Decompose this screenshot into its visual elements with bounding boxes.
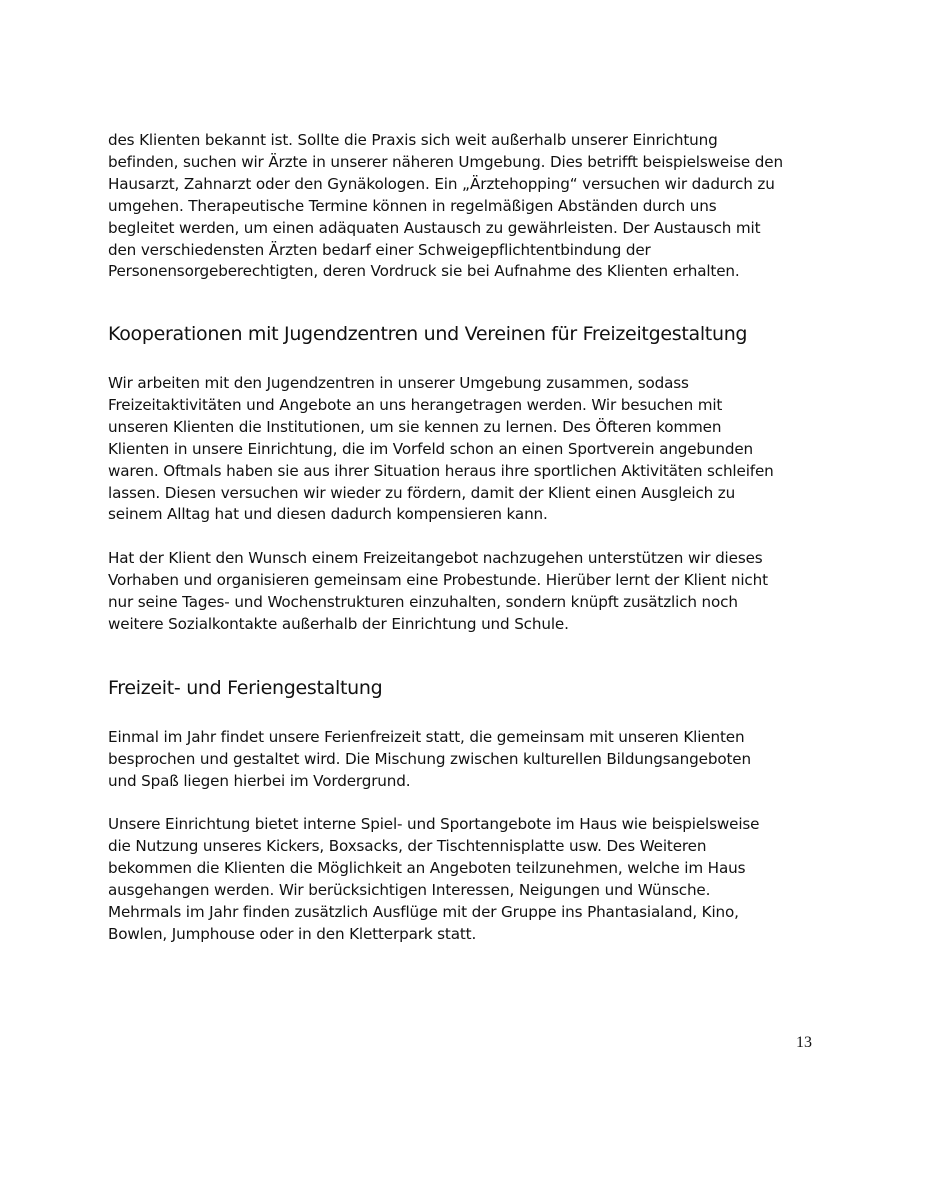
text-line: umgehen. Therapeutische Termine können in regelmäßigen Abständen durch uns bbox=[108, 196, 717, 215]
text-line: Hat der Klient den Wunsch einem Freizeitangebot nachzugehen unterstützen wir dieses bbox=[108, 549, 763, 567]
text-line: und Spaß liegen hierbei im Vordergrund. bbox=[108, 771, 411, 790]
text-line: bekommen die Klienten die Möglichkeit an Angeboten teilzunehmen, welche im Haus bbox=[108, 858, 746, 877]
text-line: Bowlen, Jumphouse oder in den Kletterpark statt. bbox=[108, 924, 477, 943]
text-line: besprochen und gestaltet wird. Die Mischung zwischen kulturellen Bildungsangeboten bbox=[108, 749, 751, 768]
paragraph-jugendzentren bbox=[108, 373, 868, 526]
page-number: 13 bbox=[796, 1034, 812, 1051]
text-line: begleitet werden, um einen adäquaten Austausch zu gewährleisten. Der Austausch mit bbox=[108, 218, 761, 237]
text-line: Klienten in unsere Einrichtung, die im Vorfeld schon an einen Sportverein angebunden bbox=[108, 439, 753, 458]
text-line: Personensorgeberechtigten, deren Vordruck sie bei Aufnahme des Klienten erhalten. bbox=[108, 262, 740, 281]
text-line: Mehrmals im Jahr finden zusätzlich Ausflüge mit der Gruppe ins Phantasialand, Kino, bbox=[108, 902, 739, 921]
text-line: die Nutzung unseres Kickers, Boxsacks, der Tischtennisplatte usw. Des Weiteren bbox=[108, 836, 707, 855]
section-heading-kooperationen: Kooperationen mit Jugendzentren und Vereinen für Freizeitgestaltung bbox=[108, 323, 748, 345]
paragraph-spiel-sportangebote bbox=[108, 814, 868, 945]
text-line: Freizeitaktivitäten und Angebote an uns herangetragen werden. Wir besuchen mit bbox=[108, 395, 723, 414]
text-line: des Klienten bekannt ist. Sollte die Praxis sich weit außerhalb unserer Einrichtung bbox=[108, 131, 718, 149]
text-line: ausgehangen werden. Wir berücksichtigen Interessen, Neigungen und Wünsche. bbox=[108, 880, 711, 899]
text-line: Einmal im Jahr findet unsere Ferienfreizeit statt, die gemeinsam mit unseren Klienten bbox=[108, 728, 745, 746]
paragraph-aerzte bbox=[108, 130, 868, 283]
text-line: den verschiedensten Ärzten bedarf einer Schweigepflichtentbindung der bbox=[108, 240, 651, 259]
text-line: Hausarzt, Zahnarzt oder den Gynäkologen. Ein „Ärztehopping“ versuchen wir dadurch zu bbox=[108, 174, 775, 193]
text-line: Wir arbeiten mit den Jugendzentren in unserer Umgebung zusammen, sodass bbox=[108, 374, 689, 392]
text-line: weitere Sozialkontakte außerhalb der Einrichtung und Schule. bbox=[108, 614, 569, 633]
text-line: waren. Oftmals haben sie aus ihrer Situation heraus ihre sportlichen Aktivitäten schleifen bbox=[108, 461, 774, 480]
section-heading-feriengestaltung: Freizeit- und Feriengestaltung bbox=[108, 677, 383, 699]
text-line: unseren Klienten die Institutionen, um sie kennen zu lernen. Des Öfteren kommen bbox=[108, 417, 722, 436]
text-line: seinem Alltag hat und diesen dadurch kompensieren kann. bbox=[108, 505, 548, 524]
text-line: Unsere Einrichtung bietet interne Spiel- und Sportangebote im Haus wie beispielsweise bbox=[108, 815, 760, 833]
text-line: Vorhaben und organisieren gemeinsam eine Probestunde. Hierüber lernt der Klient nicht bbox=[108, 570, 768, 589]
text-line: nur seine Tages- und Wochenstrukturen einzuhalten, sondern knüpft zusätzlich noch bbox=[108, 592, 738, 611]
text-line: befinden, suchen wir Ärzte in unserer näheren Umgebung. Dies betrifft beispielsweise den bbox=[108, 152, 783, 171]
paragraph-ferienfreizeit bbox=[108, 727, 868, 793]
paragraph-freizeitangebot bbox=[108, 548, 868, 636]
text-line: lassen. Diesen versuchen wir wieder zu fördern, damit der Klient einen Ausgleich zu bbox=[108, 483, 736, 502]
